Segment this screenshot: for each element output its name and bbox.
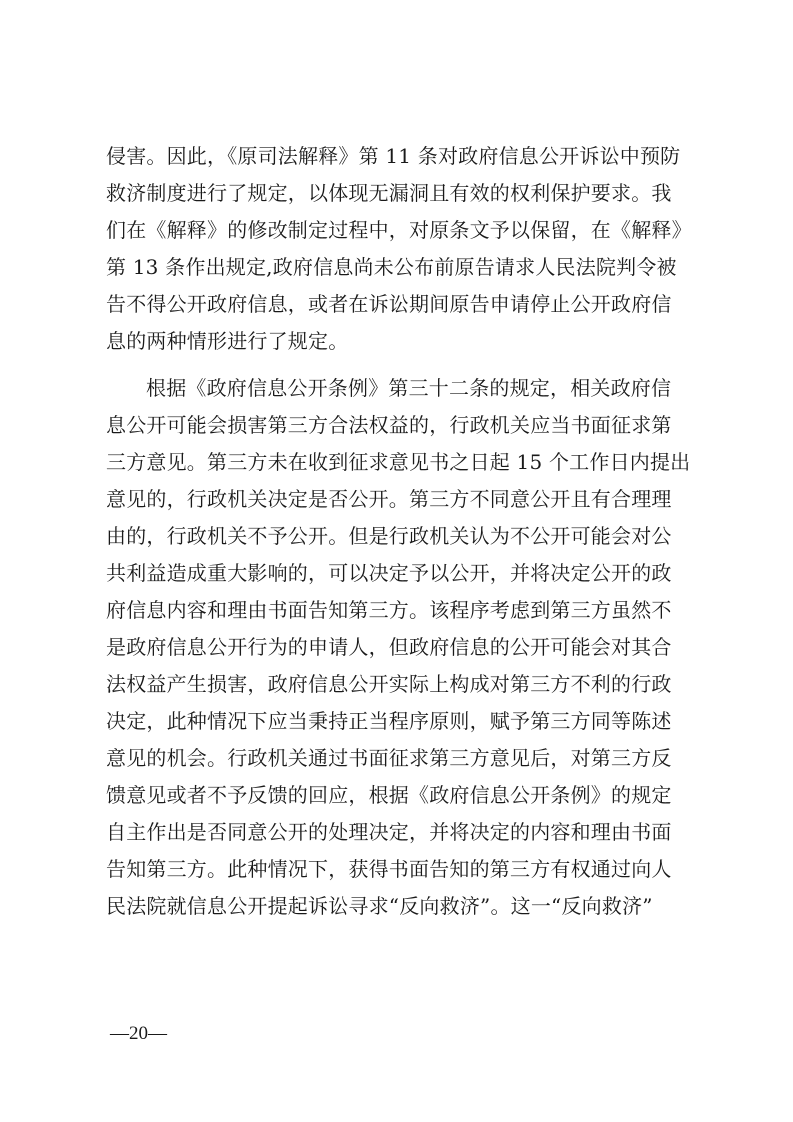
text-line: 们在《解释》的修改制定过程中，对原条文予以保留，在《解释》 <box>106 218 692 242</box>
paragraph-spacer <box>106 360 696 370</box>
text-line: 救济制度进行了规定，以体现无漏洞且有效的权利保护要求。我 <box>106 181 672 205</box>
paragraph-1 <box>106 138 696 360</box>
text-line: 共利益造成重大影响的，可以决定予以公开，并将决定公开的政 <box>106 561 672 585</box>
text-line: 息的两种情形进行了规定。 <box>106 329 349 353</box>
text-line: 府信息内容和理由书面告知第三方。该程序考虑到第三方虽然不 <box>106 598 672 622</box>
text-line: 告不得公开政府信息，或者在诉讼期间原告申请停止公开政府信 <box>106 292 672 316</box>
text-line: 法权益产生损害，政府信息公开实际上构成对第三方不利的行政 <box>106 672 672 696</box>
text-line: 决定，此种情况下应当秉持正当程序原则，赋予第三方同等陈述 <box>106 709 672 733</box>
text-line: 侵害。因此，《原司法解释》第 11 条对政府信息公开诉讼中预防 <box>106 144 681 168</box>
body-text <box>106 138 696 925</box>
text-line: 第 13 条作出规定,政府信息尚未公布前原告请求人民法院判令被 <box>106 255 677 279</box>
text-line: 民法院就信息公开提起诉讼寻求“反向救济”。这一“反向救济” <box>106 894 653 918</box>
text-line: 根据《政府信息公开条例》第三十二条的规定，相关政府信 <box>146 376 672 400</box>
text-line: 是政府信息公开行为的申请人，但政府信息的公开可能会对其合 <box>106 635 672 659</box>
text-line: 馈意见或者不予反馈的回应，根据《政府信息公开条例》的规定 <box>106 783 672 807</box>
text-line: 自主作出是否同意公开的处理决定，并将决定的内容和理由书面 <box>106 820 672 844</box>
text-line: 由的，行政机关不予公开。但是行政机关认为不公开可能会对公 <box>106 524 672 548</box>
text-line: 意见的，行政机关决定是否公开。第三方不同意公开且有合理理 <box>106 487 672 511</box>
text-line: 告知第三方。此种情况下，获得书面告知的第三方有权通过向人 <box>106 857 672 881</box>
page-number: —20— <box>110 1023 167 1044</box>
paragraph-2 <box>106 370 696 925</box>
text-line: 三方意见。第三方未在收到征求意见书之日起 15 个工作日内提出 <box>106 450 691 474</box>
text-line: 息公开可能会损害第三方合法权益的，行政机关应当书面征求第 <box>106 413 672 437</box>
text-line: 意见的机会。行政机关通过书面征求第三方意见后，对第三方反 <box>106 746 672 770</box>
